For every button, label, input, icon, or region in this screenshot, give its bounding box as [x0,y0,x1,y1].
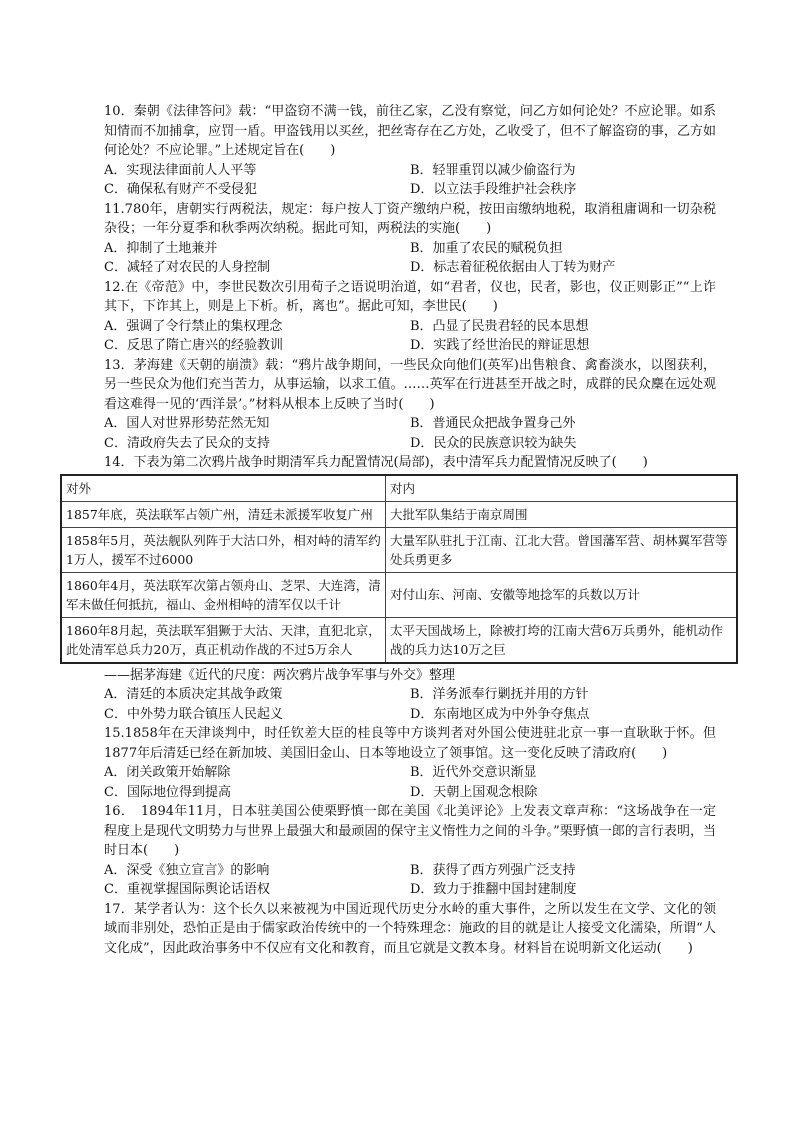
table-header-cell: 对内 [385,475,737,502]
option-a: A．抑制了土地兼并 [104,240,218,256]
question-stem: 17．某学者认为：这个长久以来被视为中国近现代历史分水岭的重大事件，之所以发生在文学、文化的领域而非别处，恐怕正是由于儒家政治传统中的一个特殊理念：施政的目的就是让人接受文化濡染，所谓“人文化成”，因此政治事务中不仅应有文化和教育，而且它就是文教本身。材料旨在说明新文化运动( ) [104,901,716,956]
option-b: B．洋务派奉行剿抚并用的方针 [410,687,589,702]
question-stem: 12.在《帝范》中，李世民数次引用荀子之语说明治道，如“君者，仪也，民者，影也，仪正则影正”“上诈其下，下诈其上，则是上下析。析，离也”。据此可知，李世民( ) [104,279,716,314]
option-a: A．深受《独立宣言》的影响 [104,862,270,878]
option-a: A．国人对世界形势茫然无知 [104,416,270,431]
options [104,414,716,453]
option-c: C．国际地位得到提高 [104,784,231,800]
option-c: C．确保私有财产不受侵犯 [104,182,257,197]
option-b: B．凸显了民贵君轻的民本思想 [410,318,589,334]
table-row [61,501,737,527]
question-14 [66,453,728,724]
question-stem: 16． 1894年11月，日本驻美国公使栗野慎一郎在美国《北美评论》上发表文章声称：“这场战争在一定程度上是现代文明势力与世界上最强大和最顽固的保守主义惰性力之间的斗争。”栗野慎一郎的言行表明，当时日本( ) [104,804,716,858]
question-stem: 14．下表为第二次鸦片战争时期清军兵力配置情况(局部)，表中清军兵力配置情况反映了( ) [104,455,648,470]
question-stem: 15.1858年在天津谈判中，时任钦差大臣的桂良等中方谈判者对外国公使进驻北京一事一直耿耿于怀。但1877年后清廷已经在新加坡、美国旧金山、日本等地设立了领事馆。这一变化反映了清政府( ) [104,726,716,761]
question-11 [104,200,716,278]
option-d: D．天朝上国观念根除 [410,784,538,800]
table-row [61,572,737,617]
options [104,317,716,356]
question-13 [104,356,716,454]
option-d: D．东南地区成为中外争夺焦点 [410,706,590,722]
option-c: C．减轻了对农民的人身控制 [104,260,270,275]
table-cell: 1857年底，英法联军占领广州，清廷未派援军收复广州 [61,501,385,527]
option-d: D．实践了经世治民的辩证思想 [410,338,590,353]
option-d: D．标志着征税依据由人丁转为财产 [410,260,616,275]
option-d: D．致力于推翻中国封建制度 [410,882,577,897]
table-cell: 1858年5月，英法舰队列阵于大沽口外，相对峙的清军约1万人，援军不过6000 [61,527,385,572]
option-a: A．闭关政策开始解除 [104,765,231,780]
table-cell: 大批军队集结于南京周围 [385,501,737,527]
table-header-row [61,475,737,502]
exam-page [66,102,728,958]
question-stem: 11.780年，唐朝实行两税法，规定：每户按人丁资产缴纳户税，按田亩缴纳地税，取消租庸调和一切杂税杂役；一年分夏季和秋季两次纳税。据此可知，两税法的实施( ) [104,201,716,236]
option-c: C．中外势力联合镇压人民起义 [104,706,283,722]
table-row [61,527,737,572]
option-c: C．反思了隋亡唐兴的经验教训 [104,338,283,353]
options [104,239,716,278]
option-b: B．获得了西方列强广泛支持 [410,862,576,878]
option-c: C．重视掌握国际舆论话语权 [104,882,270,897]
option-b: B．普通民众把战争置身己外 [410,416,576,431]
option-d: D．民众的民族意识较为缺失 [410,435,577,451]
question-12 [104,278,716,356]
table-cell: 对付山东、河南、安徽等地捻军的兵数以万计 [385,572,737,617]
table-cell: 太平天国战场上，除被打垮的江南大营6万兵勇外，能机动作战的兵力达10万之巨 [385,617,737,663]
troop-table [60,474,738,664]
option-a: A．清廷的本质决定其战争政策 [104,687,283,702]
options [104,685,716,724]
option-c: C．清政府失去了民众的支持 [104,435,270,451]
question-17 [104,900,716,959]
table-cell: 大量军队驻扎于江南、江北大营。曾国藩军营、胡林翼军营等处兵勇更多 [385,527,737,572]
table-cell: 1860年8月起，英法联军猖獗于大沽、天津，直犯北京，此处清军总兵力20万，真正机动作战的不过5万余人 [61,617,385,663]
table-cell: 1860年4月，英法联军次第占领舟山、芝罘、大连湾，清军未做任何抵抗，福山、金州相峙的清军仅以千计 [61,572,385,617]
question-10 [104,102,716,200]
option-b: B．近代外交意识渐显 [410,765,537,780]
table-header-cell: 对外 [61,475,385,502]
options [104,861,716,900]
option-b: B．加重了农民的赋税负担 [410,240,563,256]
option-a: A．实现法律面前人人平等 [104,162,257,178]
options [104,763,716,802]
question-stem: 13．茅海建《天朝的崩溃》载：“鸦片战争期间，一些民众向他们(英军)出售粮食、禽畜淡水，以图获利，另一些民众为他们充当苦力，从事运输，以求工值。……英军在行进甚至开战之时，成群的民众麇在远处观看这难得一见的‘西洋景’。”材料从根本上反映了当时( ) [104,357,716,412]
question-15 [104,724,716,802]
table-row [61,617,737,663]
table-source: ——据茅海建《近代的尺度：两次鸦片战争军事与外交》整理 [104,667,456,683]
options [104,161,716,200]
option-b: B．轻罪重罚以减少偷盗行为 [410,162,576,178]
option-d: D．以立法手段维护社会秩序 [410,182,577,197]
option-a: A．强调了令行禁止的集权理念 [104,318,283,334]
question-stem: 10．秦朝《法律答问》载：“甲盗窃不满一钱，前往乙家，乙没有察觉，问乙方如何论处？不应论罪。如系知情而不加捕拿，应罚一盾。甲盗钱用以买丝，把丝寄存在乙方处，乙收受了，但不了解盗窃的事，乙方如何论处？不应论罪。”上述规定旨在( ) [104,104,716,158]
question-16 [104,802,716,900]
